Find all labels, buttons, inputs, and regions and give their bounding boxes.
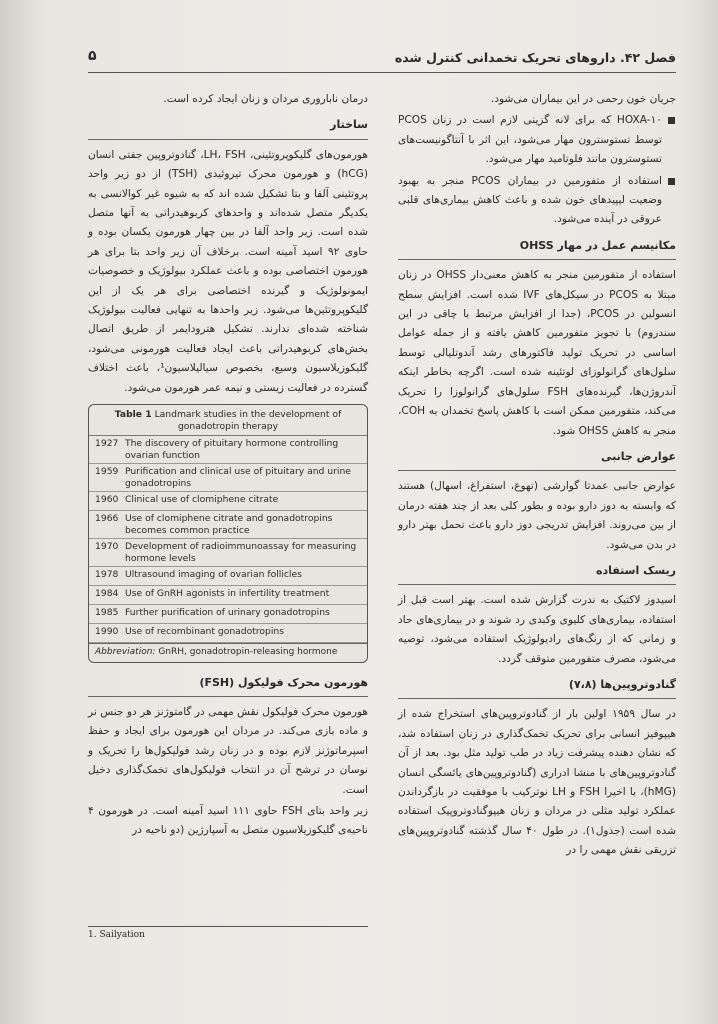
left-column xyxy=(88,90,368,843)
table-year: 1990 xyxy=(95,626,119,638)
bullet-item xyxy=(398,172,662,230)
paragraph-fsh-2: زیر واحد بتای FSH حاوی ۱۱۱ اسید آمینه است. در هورمون ۴ ناحیه‌ی گلیکوزیلاسیون متصل به آسپارژین (دو ناحیه در xyxy=(88,805,368,837)
table-year: 1984 xyxy=(95,588,119,600)
paragraph-side-effects: عوارض جانبی عمدتا گوارشی (تهوع، استفراغ، اسهال) هستند که وابسته به دوز دارو بوده و بطور کلی بعد از چند هفته درمان از بین می‌روند. افزایش تدریجی دوز دارو باعث تحمل بهتر دارو در بدن می‌شود. xyxy=(398,480,676,551)
table-row xyxy=(89,624,367,643)
table-row xyxy=(89,436,367,464)
heading-rule xyxy=(88,139,368,140)
paragraph: جریان خون رحمی در این بیماران می‌شود. xyxy=(490,93,676,105)
table-row xyxy=(89,586,367,605)
section-heading-gonadotropins: گنادوتروپین‌ها (۷،۸) xyxy=(568,677,676,691)
abbreviation-text: GnRH, gonadotropin-releasing hormone xyxy=(158,647,338,658)
heading-rule xyxy=(398,698,676,699)
right-column xyxy=(398,90,676,863)
chapter-title: فصل ۴۲. داروهای تحریک تخمدانی کنترل شده xyxy=(394,50,676,65)
paragraph-risk: اسیدوز لاکتیک به ندرت گزارش شده است. بهتر است قبل از استفاده، بیماری‌های کلیوی وکبدی رد شوند و در بیماری‌های حاد و زمانی که از رنگ‌های رادیولوژیک استفاده می‌شود، توصیه می‌شود، مصرف متفورمین متوقف گردد. xyxy=(398,594,676,665)
table-label: Table 1 xyxy=(114,409,152,421)
table-event: Use of GnRH agonists in infertility treatment xyxy=(125,588,330,600)
table-row xyxy=(89,464,367,492)
paragraph-ohss: استفاده از متفورمین منجر به کاهش معنی‌دار OHSS در زنان مبتلا به PCOS در سیکل‌های IVF شده است. افزایش سطح انسولین در PCOS، (جدا از افزایش مرتبط با چاقی در این سندروم) با تجویز متفورمین کاهش یافته و از جمله عوامل اساسی در تحریک تولید فاکتورهای رشد آندوتلیالی توسط سلول‌های گرانولوزای لوتئینه شده است. اگرچه بخاطر اینکه آندروژن‌ها، گیرنده‌های FSH سلول‌های گرانولوزا را تحریک می‌کند، متفورمین ممکن است با کاهش پاسخ تخمدان به COH، منجر به کاهش OHSS شود. xyxy=(398,269,676,437)
heading-rule xyxy=(398,259,676,260)
table-event: Purification and clinical use of pituitary and urine gonadotropins xyxy=(125,466,351,489)
bullet-text: HOXA-۱۰ که برای لانه گزینی لازم است در زنان PCOS توسط تستوسترون مهار می‌شود، این اثر با آنتاگونیست‌های تستوسترون مانند فلوتامید مهار می‌شود. xyxy=(398,114,662,166)
table-event: Development of radioimmunoassay for measuring hormone levels xyxy=(125,541,357,564)
table-footnote xyxy=(89,643,367,662)
landmark-studies-table xyxy=(88,404,368,663)
table-event: Further purification of urinary gonadotropins xyxy=(125,607,330,619)
section-heading-risk: ریسک استفاده xyxy=(595,563,676,577)
table-event: Clinical use of clomiphene citrate xyxy=(125,494,279,506)
page-header xyxy=(88,48,676,73)
square-bullet-icon xyxy=(668,117,675,124)
heading-rule xyxy=(398,584,676,585)
abbreviation-label: Abbreviation: xyxy=(95,647,156,658)
table-row xyxy=(89,511,367,539)
bullet-item xyxy=(398,111,662,169)
bullet-list xyxy=(398,111,676,229)
bullet-text: استفاده از متفورمین در بیماران PCOS منجر به بهبود وضعیت لیپیدهای خون شده و باعث کاهش بیماری‌های قلبی عروقی در آینده می‌شود. xyxy=(398,174,662,226)
table-year: 1927 xyxy=(95,438,119,450)
section-heading-structure: ساختار xyxy=(330,118,368,132)
paragraph: درمان ناباروری مردان و زنان ایجاد کرده است. xyxy=(163,93,368,105)
paragraph-gonadotropins: در سال ۱۹۵۹ اولین بار از گنادوتروپین‌های استخراج شده از هیپوفیز انسانی برای تحریک تخمک‌گذاری در زنان استفاده شد، که نشان دهنده پیشرفت زیاد در طب تولید مثل بود. بعد از آن گنادوتروپین‌های با منشا ادراری (گنادوتروپین‌های یائسگی انسان (hMG)، با اخیرا FSH و LH نوترکیب با موفقیت در بازگرداندن عملکرد تولید مثلی در مردان و زنان هیپوگنادوتروپیک استفاده شده است (جدول۱). در طول ۴۰ سال گذشته گنادوتروپین‌های تزریقی نقش مهمی را در xyxy=(398,708,676,857)
table-year: 1960 xyxy=(95,494,119,506)
paragraph-fsh-1: هورمون محرک فولیکول نقش مهمی در گامتوژنز هر دو جنس نر و ماده بازی می‌کند. در مردان این هورمون برای ایجاد و حفظ اسپرماتوژنز لازم بوده و در زنان رشد فولیکول‌ها را تحریک و نوسان در ترشح آن در انتخاب فولیکول‌های تخمک‌گذاری دخیل است. xyxy=(88,706,368,796)
table-row xyxy=(89,567,367,586)
table-body xyxy=(89,436,367,643)
heading-rule xyxy=(88,696,368,697)
footnote-divider xyxy=(88,926,368,927)
table-caption-text: Landmark studies in the development of gonadotropin therapy xyxy=(154,409,342,432)
footnote: 1. Sailyation xyxy=(88,930,145,940)
table-event: The discovery of pituitary hormone controlling ovarian function xyxy=(125,438,339,461)
table-row xyxy=(89,492,367,511)
heading-rule xyxy=(398,470,676,471)
section-heading-fsh: هورمون محرک فولیکول (FSH) xyxy=(199,675,368,689)
section-heading-side-effects: عوارض جانبی xyxy=(601,449,676,463)
page-number: ۵ xyxy=(88,48,97,64)
table-year: 1959 xyxy=(95,466,119,478)
table-year: 1966 xyxy=(95,513,119,525)
table-year: 1985 xyxy=(95,607,119,619)
paragraph-structure: هورمون‌های گلیکوپروتئینی، LH، FSH، گنادوتروپین جفتی انسان (hCG) و هورمون محرک تیروئیدی (TSH) از دو زیر واحد پروتئینی آلفا و بتا تشکیل شده اند که به شیوه غیر کوالانسی به یکدیگر متصل شده‌اند و واحدهای کربوهیدراتی به آنها متصل شده است. زیر واحد آلفا در بین چهار هورمون یکسان بوده و حاوی ۹۲ اسید آمینه است. برخلاف آن زیر واحد بتا برای هر هورمون اختصاصی بوده و باعث عملکرد بیولوژیک و خصوصیات ایمونولوژیک و گیرنده اختصاصی برای هر یک از این گلیکوپروتئین‌ها می‌شود. زیر واحدها به تنهایی فعالیت بیولوژیک شناخته شده‌ای ندارند. تشکیل هترودایمر از طریق اتصال بخش‌های کربوهیدراتی باعث ایجاد فعالیت هورمونی می‌شود، گلیکوزیلاسیون وسیع، بخصوص سیالیلاسیون¹، باعث اختلاف گسترده در فعالیت زیستی و نیمه عمر هورمون می‌شود. xyxy=(88,148,369,394)
square-bullet-icon xyxy=(668,178,675,185)
table-year: 1978 xyxy=(95,569,119,581)
table-caption xyxy=(89,405,367,436)
table-row xyxy=(89,539,367,567)
table-year: 1970 xyxy=(95,541,119,553)
table-row xyxy=(89,605,367,624)
table-event: Ultrasound imaging of ovarian follicles xyxy=(125,569,302,581)
table-event: Use of recombinant gonadotropins xyxy=(125,626,285,638)
table-event: Use of clomiphene citrate and gonadotropins becomes common practice xyxy=(125,513,333,536)
section-heading-ohss: مکانیسم عمل در مهار OHSS xyxy=(519,238,676,252)
